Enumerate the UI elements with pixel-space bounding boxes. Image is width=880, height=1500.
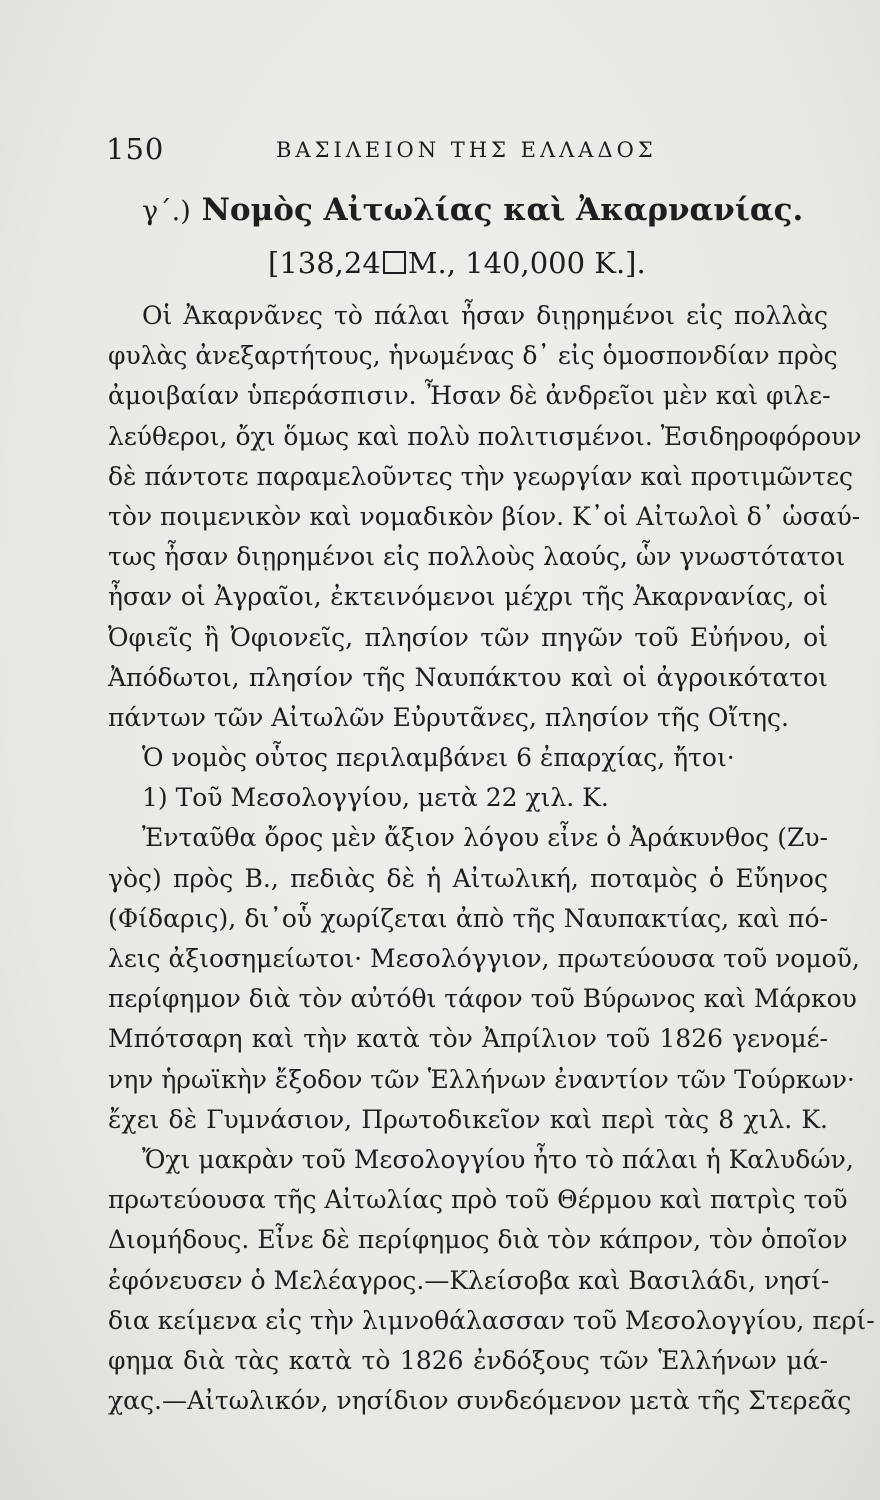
text-line: Ὁ νομὸς οὗτος περιλαμβάνει 6 ἐπαρχίας, ἤτοι· xyxy=(142,743,735,773)
section-stats xyxy=(268,246,646,280)
text-line: ἔχει δὲ Γυμνάσιον, Πρωτοδικεῖον καὶ περὶ τὰς 8 χιλ. Κ. xyxy=(108,1104,828,1134)
text-line: φυλὰς ἀνεξαρτήτους, ἡνωμένας δ᾽ εἰς ὁμοσπονδίαν πρὸς xyxy=(108,341,838,371)
page-number: 150 xyxy=(106,132,165,166)
text-line: τως ἦσαν διῃρημένοι εἰς πολλοὺς λαούς, ὧν γνωστότατοι xyxy=(108,542,846,572)
text-line: πάντων τῶν Αἰτωλῶν Εὐρυτᾶνες, πλησίον τῆς Οἴτης. xyxy=(108,702,789,732)
text-line: δια κείμενα εἰς τὴν λιμνοθάλασσαν τοῦ Μεσολογγίου, περί- xyxy=(108,1305,875,1335)
text-line: δὲ πάντοτε παραμελοῦντες τὴν γεωργίαν καὶ προτιμῶντες xyxy=(108,461,854,491)
text-line: Ὄχι μακρὰν τοῦ Μεσολογγίου ἦτο τὸ πάλαι ἡ Καλυδών, xyxy=(142,1144,854,1174)
text-line: γὸς) πρὸς Β., πεδιὰς δὲ ἡ Αἰτωλική, ποταμὸς ὁ Εὔηνος xyxy=(108,863,828,893)
square-icon xyxy=(383,251,406,274)
text-line: χας.—Αἰτωλικόν, νησίδιον συνδεόμενον μετὰ τῆς Στερεᾶς xyxy=(108,1386,852,1416)
text-line: ἐφόνευσεν ὁ Μελέαγρος.—Κλείσοβα καὶ Βασιλάδι, νησί- xyxy=(108,1265,830,1295)
running-title: ΒΑΣΙΛΕΙΟΝ ΤΗΣ ΕΛΛΑΔΟΣ xyxy=(276,138,657,162)
section-marker: γ΄.) xyxy=(142,196,191,227)
text-line: (Φίδαρις), δι᾽οὗ χωρίζεται ἀπὸ τῆς Ναυπακτίας, καὶ πό- xyxy=(108,903,828,933)
text-line: φημα διὰ τὰς κατὰ τὸ 1826 ἐνδόξους τῶν Ἑλλήνων μά- xyxy=(108,1345,828,1375)
text-line: Οἱ Ἀκαρνᾶνες τὸ πάλαι ἦσαν διῃρημένοι εἰς πολλὰς xyxy=(142,301,828,330)
section-heading xyxy=(142,192,803,228)
text-line: νην ἡρωϊκὴν ἔξοδον τῶν Ἑλλήνων ἐναντίον τῶν Τούρκων· xyxy=(108,1064,855,1094)
area-value: [138,24 xyxy=(268,246,381,280)
section-title: Νομὸς Αἰτωλίας καὶ Ἀκαρνανίας. xyxy=(201,192,804,228)
text-line: Μπότσαρη καὶ τὴν κατὰ τὸν Ἀπρίλιον τοῦ 1826 γενομέ- xyxy=(108,1024,828,1054)
text-line: ἦσαν οἱ Ἀγραῖοι, ἐκτεινόμενοι μέχρι τῆς Ἀκαρνανίας, οἱ xyxy=(108,582,828,612)
text-line: λεύθεροι, ὄχι ὅμως καὶ πολὺ πολιτισμένοι. Ἐσιδηροφόρουν xyxy=(108,421,862,451)
text-line: 1) Τοῦ Μεσολογγίου, μετὰ 22 χιλ. Κ. xyxy=(142,783,609,813)
text-line: Ἀπόδωτοι, πλησίον τῆς Ναυπάκτου καὶ οἱ ἀγροικότατοι xyxy=(108,662,828,692)
text-line: ἀμοιβαίαν ὑπεράσπισιν. Ἦσαν δὲ ἀνδρεῖοι μὲν καὶ φιλε- xyxy=(108,381,831,411)
text-line: Διομήδους. Εἶνε δὲ περίφημος διὰ τὸν κάπρον, τὸν ὁποῖον xyxy=(108,1225,848,1255)
population-value: Μ., 140,000 Κ.]. xyxy=(407,246,646,280)
text-line: Ἐνταῦθα ὄρος μὲν ἄξιον λόγου εἶνε ὁ Ἀράκυνθος (Ζυ- xyxy=(142,823,828,853)
text-line: Ὀφιεῖς ἢ Ὀφιονεῖς, πλησίον τῶν πηγῶν τοῦ Εὐήνου, οἱ xyxy=(108,622,828,652)
text-line: περίφημον διὰ τὸν αὐτόθι τάφον τοῦ Βύρωνος καὶ Μάρκου xyxy=(108,984,857,1014)
text-line: λεις ἀξιοσημείωτοι· Μεσολόγγιον, πρωτεύουσα τοῦ νομοῦ, xyxy=(108,944,860,973)
page-header xyxy=(106,132,806,176)
text-line: τὸν ποιμενικὸν καὶ νομαδικὸν βίον. Κ᾽οἱ Αἰτωλοὶ δ᾽ ὡσαύ- xyxy=(108,501,861,531)
body-text xyxy=(108,296,875,1421)
text-line: πρωτεύουσα τῆς Αἰτωλίας πρὸ τοῦ Θέρμου καὶ πατρὶς τοῦ xyxy=(108,1185,848,1215)
